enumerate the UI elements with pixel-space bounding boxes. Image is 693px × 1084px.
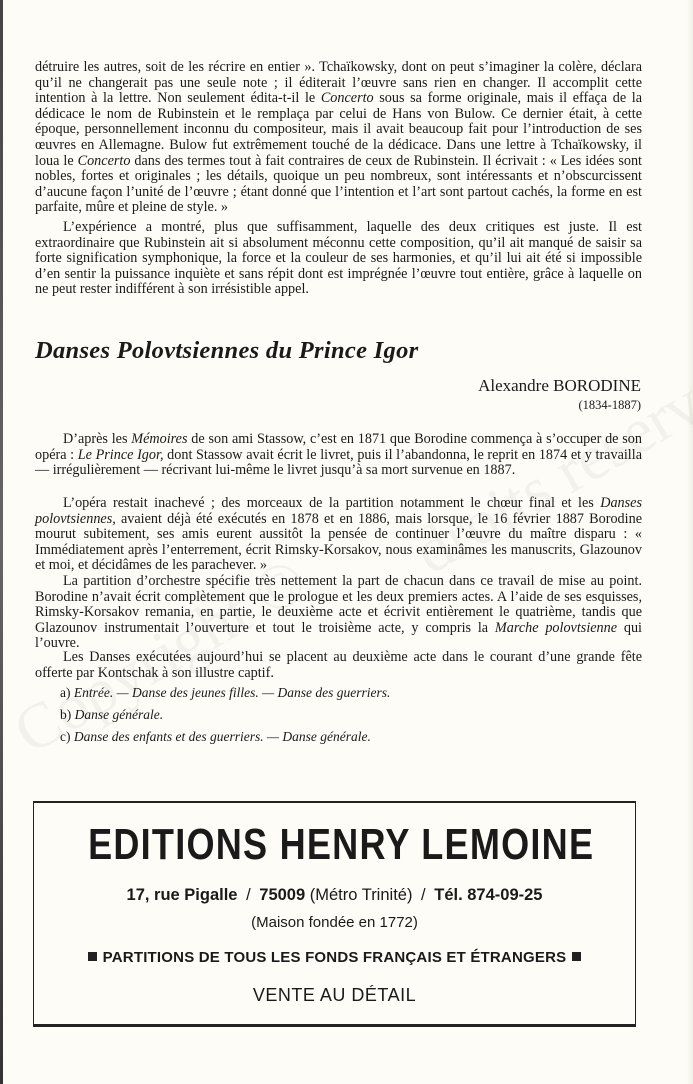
movement-text: Danse des enfants et des guerriers. — Danse générale. (73, 729, 371, 744)
address-phone: Tél. 874-09-25 (434, 886, 543, 904)
publisher-address (34, 886, 635, 905)
movements-list (60, 682, 640, 748)
square-bullet-icon (88, 952, 97, 961)
movement-label: b) (60, 707, 72, 722)
section-paragraph-4: Les Danses exécutées aujourd’hui se placent au deuxième acte dans le courant d’une grande fête offerte par Kontschak à son illustre captif. (35, 649, 642, 681)
publisher-retail-sale: VENTE AU DÉTAIL (252, 985, 417, 1005)
section-body-3 (35, 574, 642, 652)
composer-first-name: Alexandre (478, 376, 549, 395)
section-paragraph-1: D’après les Mémoires de son ami Stassow, c’est en 1871 que Borodine commença à s’occuper de son opéra : Le Prince Igor, dont Stassow avait écrit le livret, puis il l’abandonna, le reprit en 1874 et y travailla — irrégulièrement — récrivant lui-même le livret jusqu’à sa mort survenue en 1887. (35, 431, 642, 479)
italic-title: Marche polovtsienne (494, 619, 618, 636)
publisher-name: EDITIONS HENRY LEMOINE (88, 820, 595, 869)
section-title: Danses Polovtsiennes du Prince Igor (35, 337, 419, 364)
movement-item (60, 682, 640, 704)
italic-title: Danses polovtsiennes, (35, 495, 642, 527)
composer-dates: (1834-1887) (578, 398, 641, 412)
movement-label: a) (60, 685, 71, 700)
section-body-4 (35, 650, 642, 681)
italic-title: Mémoires (131, 431, 188, 447)
movement-text: Danse générale. (74, 707, 164, 722)
movement-item (60, 726, 640, 748)
address-metro: (Métro Trinité) (309, 886, 413, 904)
continuation-paragraph-1: détruire les autres, soit de les récrire en entier ». Tchaïkowsky, dont on peut s’imaginer la colère, déclara qu’il ne changerait pas une seule note ; il éditerait l’œuvre sans rien en changer. Il accomplit cette intention à la lettre. Non seulement édita-t-il le Concerto sous sa forme originale, mais il effaça de la dédicace le nom de Rubinstein et le remplaça par celui de Hans von Bulow. Ce dernier était, à cette époque, personnellement inconnu du compositeur, mais il avait beaucoup fait pour l’introduction de ses œuvres en Allemagne. Bulow fut extrêmement touché de la dédicace. Dans une lettre à Tchaïkowsky, il loua le Concerto dans des termes tout à fait contraires de ceux de Rubinstein. Il écrivait : « Les idées sont nobles, fortes et originales ; les détails, quoique un peu nombreux, sont intéressants et n’obscurcissent d’aucune façon l’unité de l’œuvre ; étant donné que l’intention et l’art sont partout cachés, la forme en est parfaite, mûre et pleine de style. » (35, 59, 643, 216)
section-paragraph-2: L’opéra restait inachevé ; des morceaux de la partition notamment le chœur final et les Danses polovtsiennes, avaient déjà été exécutés en 1878 et en 1886, mais lorsque, le 16 février 1887 Borodine mourut subitement, ses amis eurent aussitôt la pensée de continuer l’œuvre du maître disparu : « Immédiatement après l’enterrement, écrit Rimsky-Korsakov, nous examinâmes les manuscrits, Glazounov et moi, et décidâmes de les parachever. » (35, 495, 642, 574)
continuation-paragraph-2: L’expérience a montré, plus que suffisamment, laquelle des deux critiques est juste. Il est extraordinaire que Rubinstein ait si absolument méconnu cette composition, qu’il ait manqué de saisir sa forte signification symphonique, la force et la couleur de ses harmonies, et qu’il lui ait été si impossible d’en sentir la puissance inquiète et sans répit dont est imprégnée l’œuvre tout entière, grâce à laquelle on ne peut rester indifférent à son irrésistible appel. (35, 219, 642, 298)
movement-text: Entrée. — Danse des jeunes filles. — Danse des guerriers. (73, 685, 391, 700)
square-bullet-icon (572, 952, 581, 961)
publisher-founded: (Maison fondée en 1772) (251, 914, 418, 931)
address-separator: / (246, 886, 251, 904)
composer-name (478, 376, 641, 396)
address-postcode: 75009 (259, 886, 306, 904)
page-left-edge (0, 0, 3, 1084)
publisher-tagline (34, 949, 635, 966)
section-paragraph-3: La partition d’orchestre spécifie très nettement la part de chacun dans ce travail de mise au point. Borodine n’avait écrit complètement que le prologue et les deux premiers actes. A l’aide de ses esquisses, Rimsky-Korsakov remania, en partie, le deuxième acte et écrivit entièrement le quatrième, tandis que Glazounov instrumentait l’ouverture et tout le troisième acte, y compris la Marche polovtsienne qui l’ouvre. (35, 573, 642, 652)
movement-label: c) (60, 729, 71, 744)
movement-item (60, 704, 640, 726)
tagline-text: PARTITIONS DE TOUS LES FONDS FRANÇAIS ET ÉTRANGERS (102, 949, 567, 966)
italic-title: Concerto (77, 152, 131, 169)
address-street: 17, rue Pigalle (126, 886, 238, 904)
italic-title: Le Prince Igor, (77, 446, 164, 463)
article-conclusion (35, 220, 642, 298)
page-right-edge (687, 0, 693, 1084)
publisher-advertisement (33, 801, 636, 1027)
composer-last-name: BORODINE (553, 376, 641, 395)
address-separator: / (421, 886, 426, 904)
italic-title: Concerto (320, 90, 374, 107)
section-body-1 (35, 432, 642, 479)
section-body-2 (35, 496, 642, 574)
article-continuation (35, 60, 642, 216)
